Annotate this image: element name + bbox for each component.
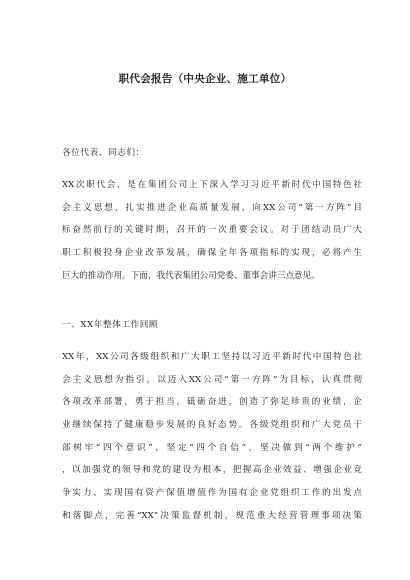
paragraph-line: 会主义思想为指引，以迈入XX公司“第一方阵”为目标，认真贯彻: [62, 374, 362, 385]
paragraph-line: 各项改革部署，勇于担当，砥砺奋进，创造了弥足珍贵的业绩，企: [62, 397, 362, 408]
paragraph-line: XX年，XX公司各级组织和广大职工坚持以习近平新时代中国特色社: [62, 352, 362, 362]
paragraph-line: 会主义思想，扎实推进企业高质量发展，向XX公司“第一方阵”目: [62, 202, 362, 213]
section-heading: 一、XX年整体工作回顾: [62, 320, 159, 330]
paragraph-line: 部树牢“四个意识”，坚定“四个自信”，坚决做到“两个维护”: [62, 442, 362, 453]
paragraph-line: 业继续保持了健康稳步发展的良好态势。各级党组织和广大党员干: [62, 420, 362, 431]
salutation: 各位代表、同志们：: [62, 148, 145, 158]
paragraph-line: 和落脚点，完善“XX”决策监督机制，规范重大经营管理事项决策: [62, 510, 362, 521]
paragraph-line: ，以加强党的领导和党的建设为根本，把握高企业效益、增强企业竞: [62, 465, 362, 476]
document-title: 职代会报告（中央企业、施工单位）: [118, 73, 292, 85]
paragraph-line: XX次职代会，是在集团公司上下深入学习习近平新时代中国特色社: [62, 180, 362, 190]
paragraph-line: 巨大的推动作用。下面，我代表集团公司党委、董事会讲三点意见。: [62, 270, 320, 281]
section-paragraph: [62, 351, 362, 533]
paragraph-line: 标奋然前行的关键时期，召开的一次重要会议。对于团结动员广大: [62, 225, 362, 236]
paragraph-line: 争实力、实现国有资产保值增值作为国有企业党组织工作的出发点: [62, 488, 362, 499]
paragraph-line: 职工积极投身企业改革发展，确保全年各项指标的实现，必将产生: [62, 248, 362, 259]
intro-paragraph: [62, 179, 362, 292]
